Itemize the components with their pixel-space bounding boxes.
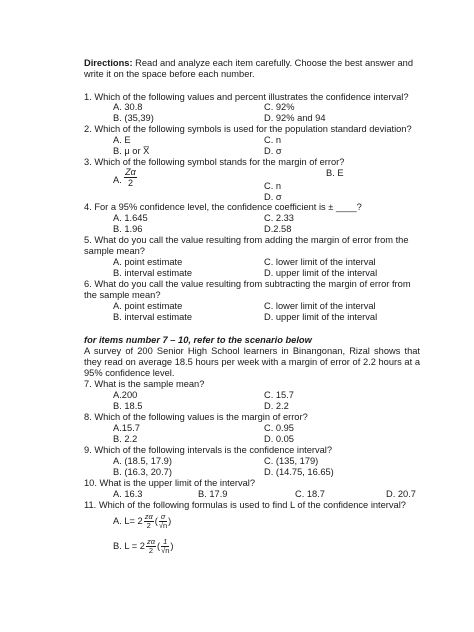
q9-choice-c: C. (135, 179) [264,456,319,466]
question-5-line-2: sample mean? [84,246,145,256]
q10-choice-d: D. 20.7 [386,489,416,499]
question-5-line-1: 5. What do you call the value resulting from adding the margin of error from the [84,235,409,245]
q10-choice-c: C. 18.7 [295,489,325,499]
scenario-heading: for items number 7 – 10, refer to the scenario below [84,335,312,345]
question-2: 2. Which of the following symbols is used for the population standard deviation? [84,124,412,134]
q3-choice-a: A. [113,175,122,185]
fraction-numerator: zα [144,512,153,521]
q3-choice-c: C. n [264,181,282,191]
fraction-denominator: 2 [148,546,154,555]
q8-choice-b: B. 2.2 [113,434,138,444]
q7-choice-a: A.200 [113,390,138,400]
q7-choice-d: D. 2.2 [264,401,289,411]
q9-choice-a: A. (18.5, 17.9) [113,456,172,466]
z-alpha-over-2-fraction [124,167,137,188]
open-paren: ( [154,515,158,526]
q2-choice-c: C. n [264,135,282,145]
directions-line-1 [84,58,413,69]
sigma-over-root-n-fraction [159,513,167,530]
q2-choice-d: D. σ [264,146,282,156]
fraction-numerator: Zα [125,167,136,177]
q1-choice-d: D. 92% and 94 [264,113,326,123]
close-paren: ) [170,540,174,551]
q5-choice-a: A. point estimate [113,257,183,267]
q3-choice-b: B. E [326,168,344,178]
directions-label: Directions: [84,58,133,68]
formula-a-prefix: A. L= 2 [113,515,143,526]
q8-choice-d: D. 0.05 [264,434,294,444]
question-4: 4. For a 95% confidence level, the confidence coefficient is ± ____? [84,202,362,212]
fraction-numerator: 1 [161,538,169,547]
q4-choice-a: A. 1.645 [113,213,148,223]
scenario-text: A survey of 200 Senior High School learners in Binangonan, Rizal shows that they read on average 18.5 hours per week with a margin of error of 2.2 hours at a 95% confidence level. [84,346,420,378]
directions-text-1: Read and analyze each item carefully. Choose the best answer and [135,58,414,68]
q6-choice-c: C. lower limit of the interval [264,301,376,311]
question-6-line-2: the sample mean? [84,290,161,300]
question-10: 10. What is the upper limit of the interval? [84,478,256,488]
q5-choice-d: D. upper limit of the interval [264,268,378,278]
q4-choice-c: C. 2.33 [264,213,294,223]
q6-choice-b: B. interval estimate [113,312,193,322]
fraction-denominator: 2 [127,178,133,188]
q5-choice-c: C. lower limit of the interval [264,257,376,267]
formula-b-prefix: B. L = 2 [113,540,145,551]
fraction-denominator: √n [161,546,170,555]
q11-choice-a-formula [113,513,171,530]
close-paren: ) [168,515,172,526]
q4-choice-d: D.2.58 [264,224,292,234]
fraction-denominator: √n [158,521,168,530]
question-11: 11. Which of the following formulas is used to find L of the confidence interval? [84,500,406,510]
question-6-line-1: 6. What do you call the value resulting from subtracting the margin of error from [84,279,411,289]
q6-choice-d: D. upper limit of the interval [264,312,378,322]
one-over-root-n-fraction [161,538,169,555]
q9-choice-d: D. (14.75, 16.65) [264,467,334,477]
q3-choice-d: D. σ [264,192,282,202]
q7-choice-b: B. 18.5 [113,401,143,411]
q5-choice-b: B. interval estimate [113,268,193,278]
q1-choice-b: B. (35,39) [113,113,154,123]
z-alpha-over-2-fraction [144,513,154,530]
q11-choice-b-formula [113,538,174,555]
q6-choice-a: A. point estimate [113,301,183,311]
question-1: 1. Which of the following values and percent illustrates the confidence interval? [84,92,409,102]
q8-choice-c: C. 0.95 [264,423,294,433]
fraction-numerator: σ [160,512,166,521]
question-3: 3. Which of the following symbol stands for the margin of error? [84,157,345,167]
q1-choice-a: A. 30.8 [113,102,143,112]
fraction-denominator: 2 [146,521,151,530]
q10-choice-a: A. 16.3 [113,489,143,499]
fraction-numerator: zα [146,537,155,546]
q2-choice-b: B. μ or X̅ [113,146,150,156]
question-8: 8. Which of the following values is the margin of error? [84,412,308,422]
q8-choice-a: A.15.7 [113,423,140,433]
open-paren: ( [157,540,161,551]
q10-choice-b: B. 17.9 [198,489,228,499]
question-9: 9. Which of the following intervals is the confidence interval? [84,445,333,455]
directions-line-2: write it on the space before each number. [84,69,255,79]
q1-choice-c: C. 92% [264,102,295,112]
q4-choice-b: B. 1.96 [113,224,143,234]
q9-choice-b: B. (16.3, 20.7) [113,467,172,477]
q2-choice-a: A. E [113,135,131,145]
question-7: 7. What is the sample mean? [84,379,205,389]
z-alpha-over-2-fraction [146,538,156,555]
q7-choice-c: C. 15.7 [264,390,294,400]
